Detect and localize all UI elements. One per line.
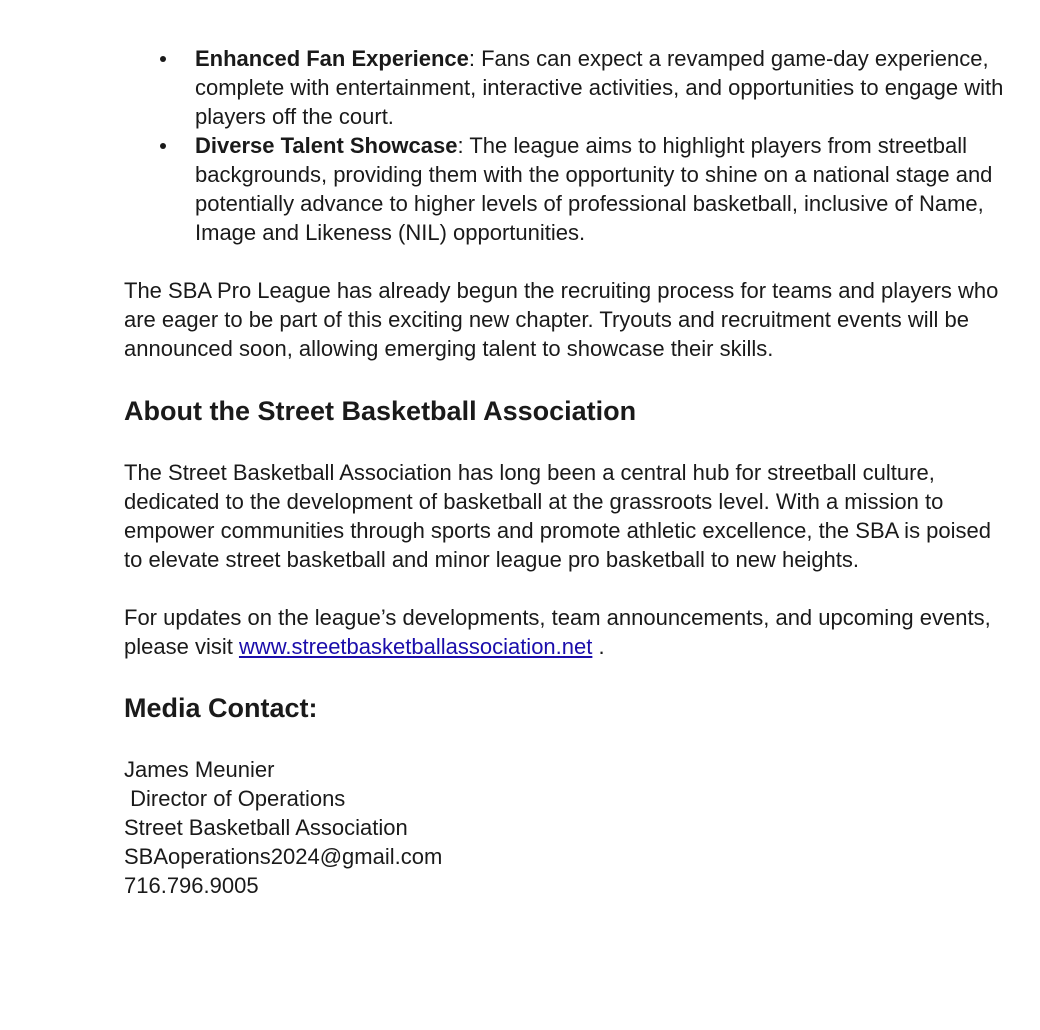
about-heading: About the Street Basketball Association [124, 396, 637, 426]
contact-name: James Meunier [124, 757, 275, 782]
bullet-text: : Fans can expect a revamped game-day experience, complete with entertainment, interactive activities, and opportunities to engage with players off the court. [195, 46, 1004, 129]
document-page [124, 44, 1004, 900]
bullet-dot-icon [160, 56, 166, 62]
website-link[interactable]: www.streetbasketballassociation.net [238, 634, 593, 659]
contact-block [124, 755, 1004, 900]
contact-title: Director of Operations [124, 786, 346, 811]
bullet-term: Enhanced Fan Experience [195, 46, 469, 71]
about-paragraph: The Street Basketball Association has long been a central hub for streetball culture, dedicated to the development of basketball at the grassroots level. With a mission to empower communities through sports and promote athletic excellence, the SBA is poised to elevate street basketball and minor league pro basketball to new heights. [124, 460, 992, 572]
updates-trailing-text: . [592, 634, 605, 659]
contact-phone[interactable]: 716.796.9005 [124, 873, 259, 898]
bullet-item-fan-experience [124, 44, 1004, 131]
recruiting-paragraph: The SBA Pro League has already begun the recruiting process for teams and players who are eager to be part of this exciting new chapter. Tryouts and recruitment events will be announced soon, allowing emerging talent to showcase their skills. [124, 278, 999, 361]
bullet-text: : The league aims to highlight players from streetball backgrounds, providing them with the opportunity to shine on a national stage and potentially advance to higher levels of professional basketball, inclusive of Name, Image and Likeness (NIL) opportunities. [195, 133, 993, 245]
feature-bullet-list [124, 44, 1004, 247]
updates-paragraph [124, 603, 1004, 661]
updates-text: For updates on the league’s developments, team announcements, and upcoming events, please visit [124, 605, 991, 659]
media-contact-heading: Media Contact: [124, 693, 318, 723]
bullet-term: Diverse Talent Showcase [195, 133, 458, 158]
bullet-dot-icon [160, 143, 166, 149]
contact-organization: Street Basketball Association [124, 815, 408, 840]
bullet-item-talent-showcase [124, 131, 1004, 247]
contact-email[interactable]: SBAoperations2024@gmail.com [124, 844, 443, 869]
